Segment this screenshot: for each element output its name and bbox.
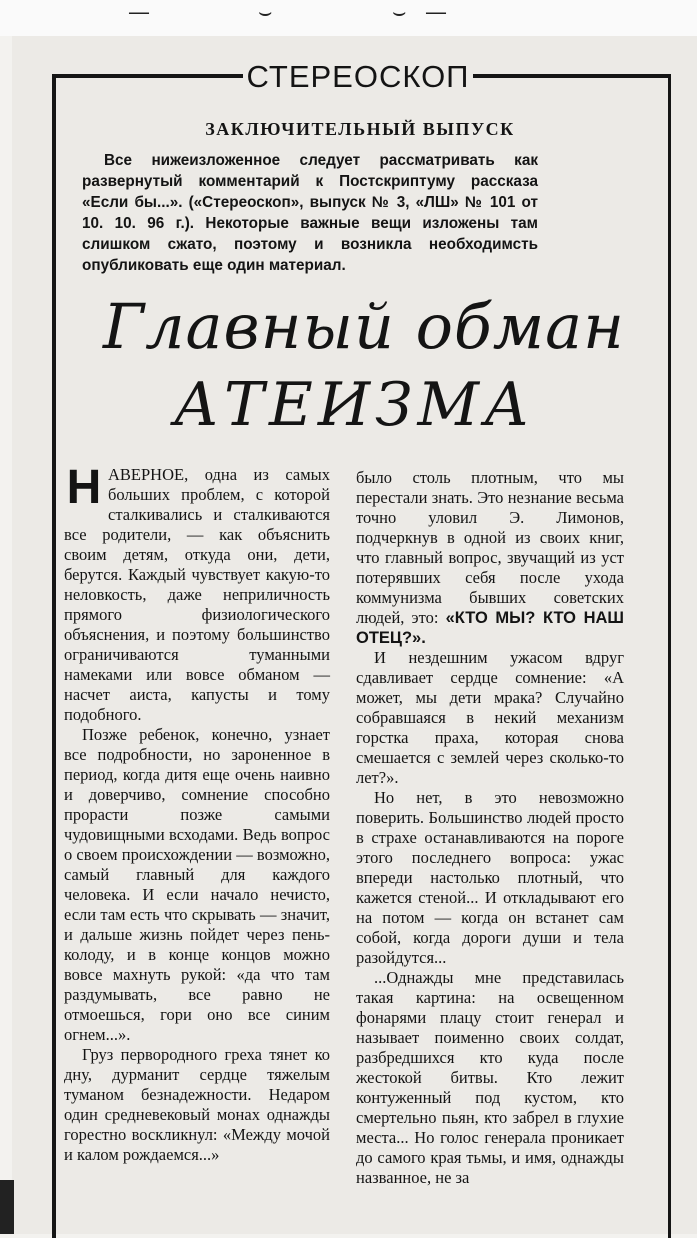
article-paragraph: Позже ребенок, конечно, узнает все подробности, но зароненное в период, когда дитя еще очень наивно и доверчиво, сомнение способно прорасти позже самыми чудовищными всходами. Ведь вопрос о своем происхождении — возможно, самый главный для каждого человека. И если начало нечисто, если там есть что скрывать — значит, и дальше жизнь пойдет через пень-колоду, и в конце концов можно вовсе махнуть рукой: «да что там раздумывать, все равно не отмоешься, гори оно все синим огнем...».: [64, 725, 330, 1044]
article-column-2: [356, 468, 624, 1188]
headline-line-2: АТЕИЗМА: [173, 370, 535, 440]
article-column-1: [64, 461, 330, 1165]
section-header: [58, 57, 660, 97]
article-paragraph: ...Однажды мне представилась такая картина: на освещенном фонарями плацу стоит генерал и называет поименно своих солдат, разбредшихся кто куда после жестокой битвы. Кто лежит контуженный под кустом, кто смертельно пьян, кто забрел в глухие места... Но голос генерала проникает до самого края тьмы, и имя, однажды названное, не за: [356, 968, 624, 1187]
article-paragraph: [356, 468, 624, 648]
section-brand: СТЕРЕОСКОП: [243, 59, 473, 95]
header-rule: [473, 74, 660, 78]
headline-line-1: Главный обман: [103, 290, 625, 363]
issue-title: ЗАКЛЮЧИТЕЛЬНЫЙ ВЫПУСК: [205, 119, 515, 139]
emphasized-question: «КТО МЫ? КТО НАШ ОТЕЦ?».: [356, 609, 624, 647]
scan-edge-stain: [0, 1180, 14, 1234]
ornament-mark: —: [425, 0, 447, 25]
header-rule: [58, 74, 243, 78]
intro-paragraph: Все нижеизложенное следует рассматривать как развернутый комментарий к Постскриптуму рассказа «Если бы...». («Стереоскоп», выпуск № 3, «ЛШ» № 101 от 10. 10. 96 г.). Некоторые важные вещи изложены там слишком сжато, поэтому и возникла необходимсть опубликовать еще один материал.: [82, 152, 538, 274]
article-paragraph: Но нет, в это невозможно поверить. Большинство людей просто в страхе останавливаются на пороге этого последнего вопроса: ужас впереди настолько плотный, что кажется стеной... И откладывают его на потом — когда он встанет сам собой, когда дороги души и тела разойдутся...: [356, 788, 624, 967]
article-paragraph: Груз первородного греха тянет ко дну, дурманит сердце тяжелым туманом безнадежности. Недаром один средневековый монах однажды горестно воскликнул: «Между мочой и калом рождаемся...»: [64, 1045, 330, 1164]
drop-cap: Н: [66, 461, 102, 514]
paragraph-text: было столь плотным, что мы перестали знать. Это незнание весьма точно уловил Э. Лимонов, подчеркнув в одной из своих книг, что главный вопрос, звучащий из уст потерявших себя после ухода коммунизма бывших советских людей, это:: [356, 468, 624, 627]
ornament-mark: —: [128, 0, 150, 25]
ornament-mark: ⌣: [392, 0, 407, 25]
ornament-mark: ⌣: [258, 0, 273, 25]
article-paragraph: И нездешним ужасом вдруг сдавливает сердце сомнение: «А может, мы дети мрака? Случайно собравшаяся в некий механизм горстка праха, которая снова смешается с землей через сколько-то лет?».: [356, 648, 624, 787]
article-paragraph: АВЕРНОЕ, одна из самых больших проблем, с которой сталкивались и сталкиваются все родители, — как объяснить своим детям, откуда они, дети, берутся. Каждый чувствует какую-то неловкость, даже неприличность прямого физиологического объяснения, и поэтому большинство ограничиваются туманными намеками или вовсе обманом — насчет аиста, капусты и тому подобного.: [64, 465, 330, 724]
previous-page-strip: [0, 0, 697, 36]
